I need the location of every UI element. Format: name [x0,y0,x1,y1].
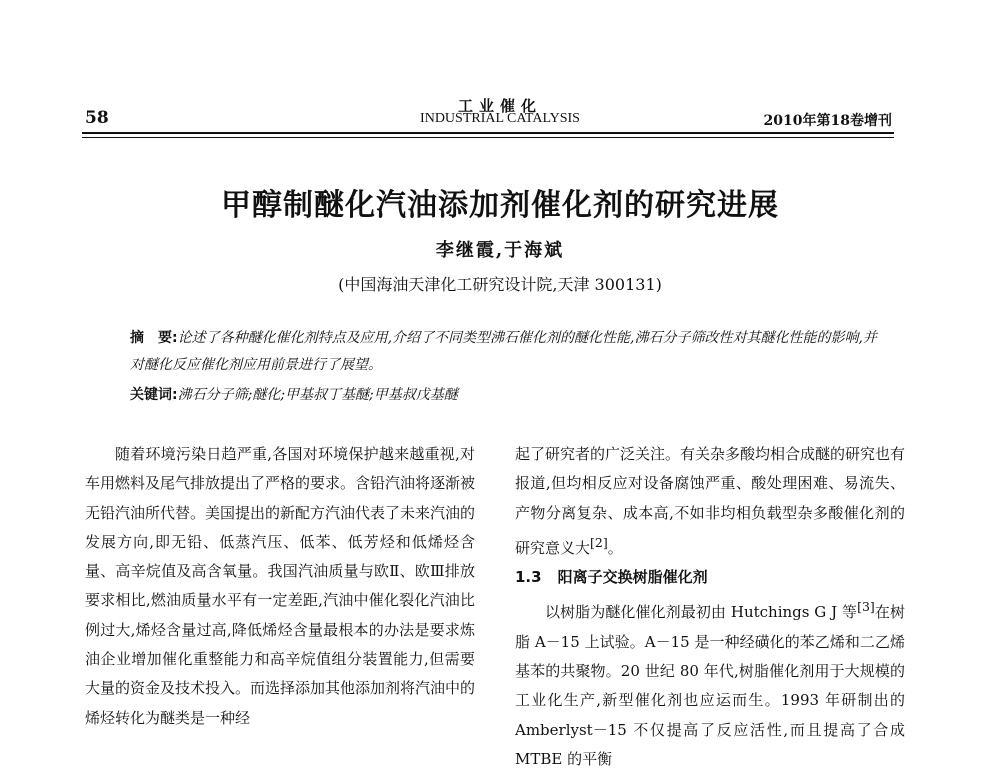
issue-info: 2010年第18卷增刊 [763,113,892,129]
article-affiliation: (中国海油天津化工研究设计院,天津 300131) [338,275,662,294]
citation-ref: [3] [857,599,875,615]
journal-title-en: INDUSTRIAL CATALYSIS [420,111,580,126]
article-authors: 李继霞,于海斌 [435,240,565,261]
continuation-text: 起了研究者的广泛关注。有关杂多酸均相合成醚的研究也有报道,但均相反应对设备腐蚀严重、酸处理困难、易流失、产物分离复杂、成本高,不如非均相负载型杂多酸催化剂的研究意义大 [515,445,906,557]
header-rule-thick [82,132,894,134]
paragraph-text-2: 在树脂 A－15 上试验。A－15 是一种经磺化的苯乙烯和二乙烯基苯的共聚物。20 世纪 80 年代,树脂催化剂用于大规模的工业化生产,新型催化剂也应运而生。1993 年研制出的 Amberlyst－15 不仅提高了反应活性,而且提高了合成 MTBE 的平衡 [515,603,905,768]
article-title: 甲醇制醚化汽油添加剂催化剂的研究进展 [221,188,779,223]
body-paragraph-continuation [515,440,905,563]
section-number: 1.3 [515,568,542,587]
keywords [130,384,890,404]
body-paragraph [515,592,905,774]
body-column-right [515,440,905,774]
page-number: 58 [85,108,109,128]
continuation-end: 。 [607,538,623,557]
section-heading [515,563,905,592]
abstract [130,325,890,379]
body-paragraph: 随着环境污染日趋严重,各国对环境保护越来越重视,对车用燃料及尾气排放提出了严格的要求。含铅汽油将逐渐被无铅汽油所代替。美国提出的新配方汽油代表了未来汽油的发展方向,即无铅、低蒸汽压、低苯、低芳烃和低烯烃含量、高辛烷值及高含氧量。我国汽油质量与欧Ⅱ、欧Ⅲ排放要求相比,燃油质量水平有一定差距,汽油中催化裂化汽油比例过大,烯烃含量过高,降低烯烃含量最根本的办法是要求炼油企业增加催化重整能力和高辛烷值组分装置能力,但需要大量的资金及技术投入。而选择添加其他添加剂将汽油中的烯烃转化为醚类是一种经 [85,445,476,727]
keywords-label: 关键词: [130,387,178,403]
abstract-label: 摘 要: [130,330,178,346]
body-column-left [85,440,475,733]
citation-ref: [2] [590,534,608,550]
keywords-text: 沸石分子筛;醚化;甲基叔丁基醚;甲基叔戊基醚 [177,387,458,403]
header-rule-thin [82,137,894,138]
paragraph-text-1: 以树脂为醚化催化剂最初由 Hutchings G J 等 [545,603,858,622]
abstract-text: 论述了各种醚化催化剂特点及应用,介绍了不同类型沸石催化剂的醚化性能,沸石分子筛改性对其醚化性能的影响,并对醚化反应催化剂应用前景进行了展望。 [130,330,877,373]
journal-title-cn: 工业催化 [457,97,542,115]
section-title: 阳离子交换树脂催化剂 [557,568,708,587]
